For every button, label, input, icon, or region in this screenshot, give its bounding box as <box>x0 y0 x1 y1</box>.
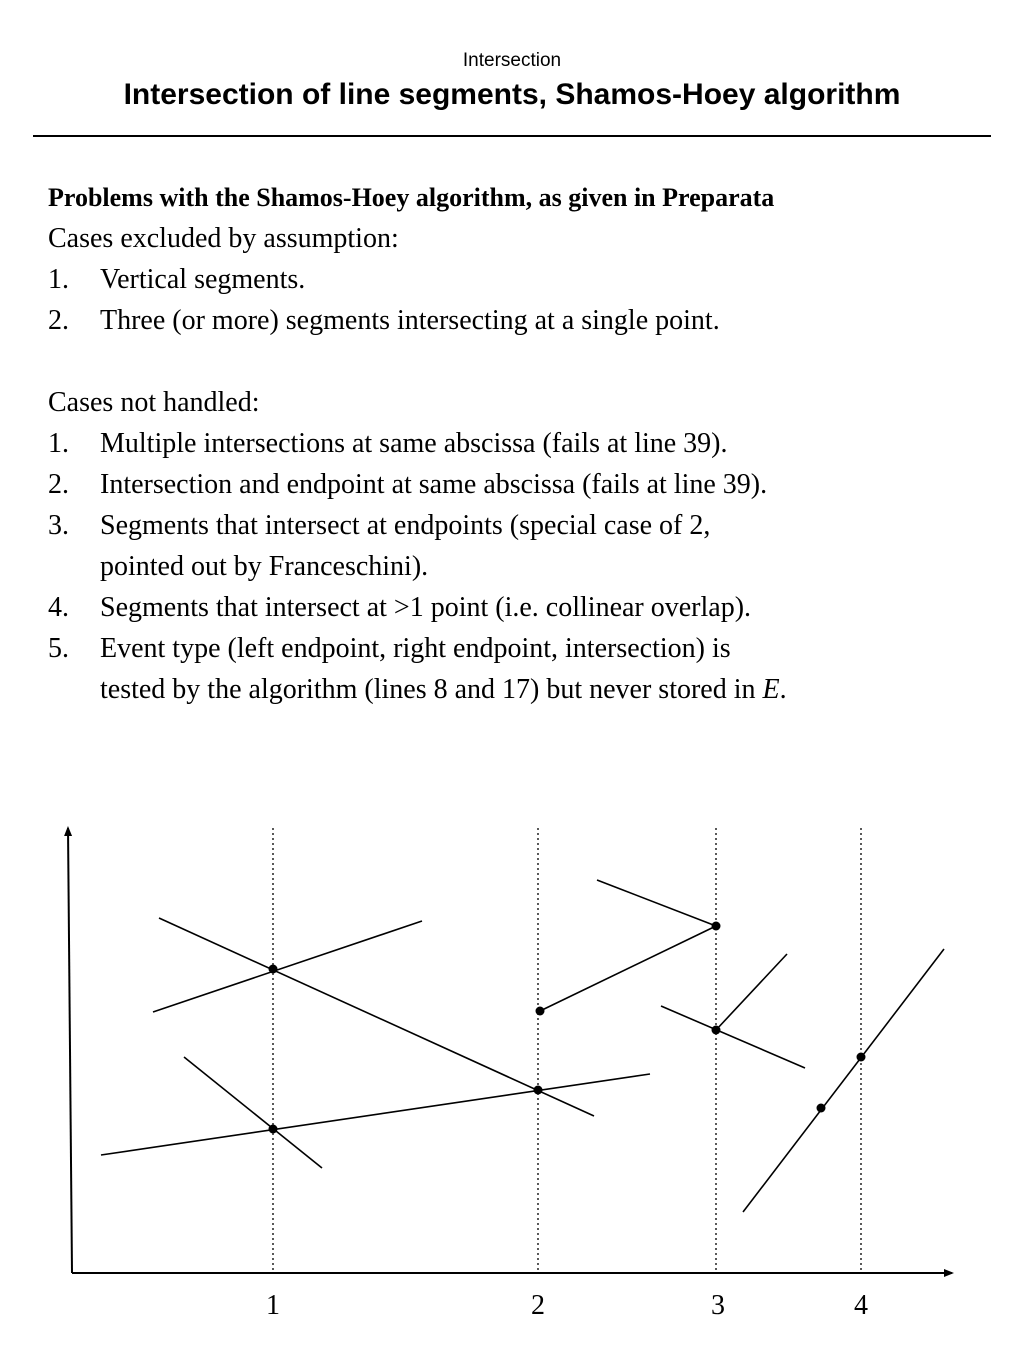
tick-label-4: 4 <box>854 1290 868 1321</box>
list-item <box>48 259 988 300</box>
body-text <box>48 178 988 710</box>
intersection-point <box>269 965 278 974</box>
list-text: Three (or more) segments intersecting at a single point. <box>100 305 720 336</box>
segment <box>743 949 944 1212</box>
intersection-point <box>712 1026 721 1035</box>
intersection-point <box>534 1086 543 1095</box>
segment <box>597 880 716 926</box>
segment <box>101 1074 650 1155</box>
segment <box>184 1057 322 1168</box>
list-item <box>48 587 988 628</box>
point-on-segment <box>817 1104 826 1113</box>
event-set-symbol: E <box>762 674 780 705</box>
segment <box>661 1006 805 1068</box>
list-item <box>48 423 988 464</box>
list-text-fragment: tested by the algorithm (lines 8 and 17) but never stored in <box>100 674 763 705</box>
title-divider <box>33 135 991 137</box>
point-on-segment <box>857 1053 866 1062</box>
list-text: Multiple intersections at same abscissa (fails at line 39). <box>100 428 728 459</box>
segment <box>540 926 716 1011</box>
excluded-heading: Cases excluded by assumption: <box>48 223 399 254</box>
list-text-line: pointed out by Franceschini). <box>100 551 429 582</box>
list-item <box>48 300 988 341</box>
y-axis <box>68 828 72 1273</box>
list-text-line <box>100 669 988 710</box>
list-text: Vertical segments. <box>100 264 306 295</box>
list-number: 2. <box>48 469 69 500</box>
list-item <box>48 505 988 587</box>
intersection-point <box>269 1125 278 1134</box>
list-number: 4. <box>48 592 69 623</box>
list-number: 5. <box>48 633 69 664</box>
list-number: 1. <box>48 264 69 295</box>
list-text: Intersection and endpoint at same abscissa (fails at line 39). <box>100 469 768 500</box>
page-title: Intersection of line segments, Shamos-Hoey algorithm <box>123 78 901 111</box>
list-text-line: Segments that intersect at endpoints (special case of 2, <box>100 510 711 541</box>
list-text <box>100 505 988 587</box>
tick-label-3: 3 <box>711 1290 725 1321</box>
tick-label-2: 2 <box>531 1290 545 1321</box>
segment <box>153 921 422 1012</box>
list-number: 3. <box>48 510 69 541</box>
list-number: 2. <box>48 305 69 336</box>
sweep-line-diagram <box>0 800 1024 1365</box>
list-item <box>48 464 988 505</box>
endpoint <box>536 1007 545 1016</box>
list-item <box>48 628 988 710</box>
list-number: 1. <box>48 428 69 459</box>
segment <box>159 918 594 1116</box>
segment <box>716 954 787 1030</box>
list-text <box>100 628 988 710</box>
list-text-line: Event type (left endpoint, right endpoint, intersection) is <box>100 633 731 664</box>
list-text-fragment: . <box>779 674 787 705</box>
endpoint <box>712 922 721 931</box>
tick-label-1: 1 <box>266 1290 280 1321</box>
problems-heading: Problems with the Shamos-Hoey algorithm, as given in Preparata <box>48 183 775 212</box>
list-text: Segments that intersect at >1 point (i.e. collinear overlap). <box>100 592 752 623</box>
header-kicker: Intersection <box>462 50 562 71</box>
not-handled-heading: Cases not handled: <box>48 387 260 418</box>
